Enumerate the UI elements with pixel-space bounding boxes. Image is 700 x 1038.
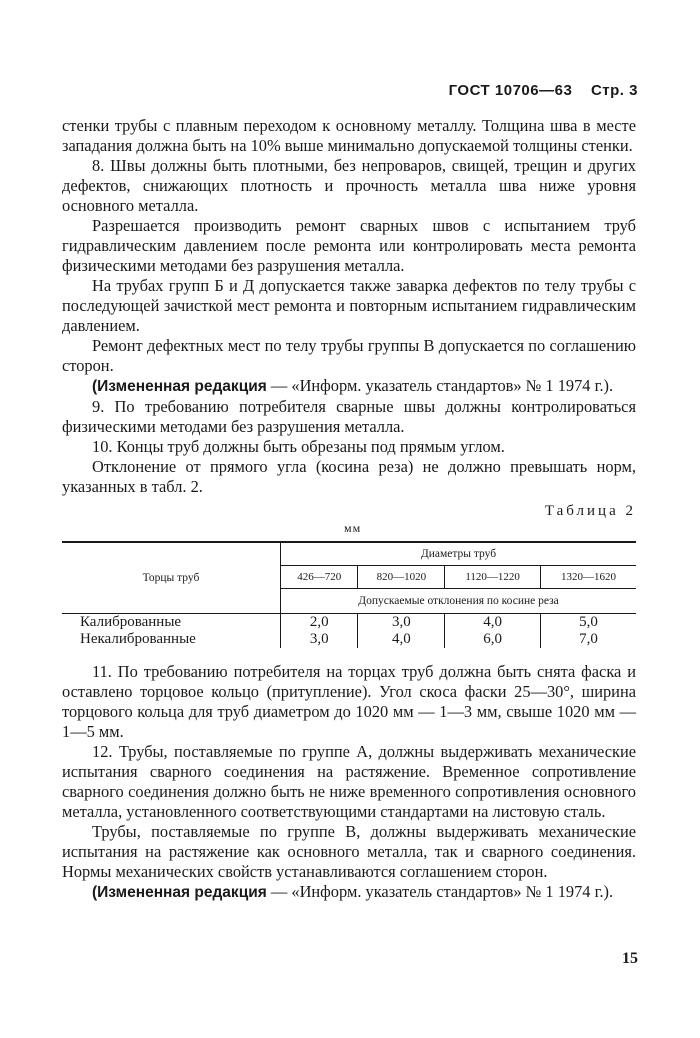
row-labels [62, 614, 281, 649]
page-label: Стр. 3 [590, 82, 638, 99]
value: 7,0 [579, 631, 598, 647]
paragraph-item-8: 8. Швы должны быть плотными, без непроваров, свищей, трещин и других дефектов, снижающих плотность и прочность металла шва ниже уровня основного металла. [62, 156, 636, 215]
tolerance-header: Допускаемые отклонения по косине реза [281, 589, 637, 614]
row-label-uncalibrated: Некалиброванные [80, 631, 196, 647]
amendment-note-2 [62, 882, 636, 903]
gost-number: ГОСТ 10706—63 [448, 82, 573, 99]
amendment-bold: (Измененная редакция [92, 378, 267, 395]
diameter-range: 426—720 [281, 566, 358, 589]
value-cell [540, 614, 636, 649]
diameter-range: 1120—1220 [445, 566, 541, 589]
value-cell [445, 614, 541, 649]
value: 3,0 [309, 631, 329, 647]
paragraph-deviation: Отклонение от прямого угла (косина реза) не должно превышать норм, указанных в табл. 2. [62, 457, 636, 496]
value: 4,0 [483, 614, 503, 630]
paragraph-item-11: 11. По требованию потребителя на торцах труб должна быть снята фаска и оставлено торцовое кольцо (притупление). Угол скоса фаски 25—30°, ширина торцового кольца для труб диаметром до 1020 мм — 1—3 мм, свыше 1020 мм — 1—5 мм. [62, 662, 636, 741]
column-header-ends: Торцы труб [62, 543, 281, 614]
diameter-header: Диаметры труб [281, 543, 637, 566]
paragraph-item-9: 9. По требованию потребителя сварные швы должны контролироваться физическими методами без разрушения металла. [62, 397, 636, 436]
amendment-bold: (Измененная редакция [92, 884, 267, 901]
page-number: 15 [622, 950, 638, 967]
value-cell [281, 614, 358, 649]
table-caption: Таблица 2 [544, 503, 636, 519]
amendment-rest: — «Информ. указатель стандартов» № 1 1974 г.). [266, 376, 614, 395]
page-header [435, 82, 638, 99]
paragraph-group-v-mechanical: Трубы, поставляемые по группе В, должны выдерживать механические испытания на растяжение как основного металла, так и сварного соединения. Нормы механических свойств устанавливаются соглашением сторон. [62, 822, 636, 881]
value: 3,0 [391, 614, 411, 630]
paragraph-continuation: стенки трубы с плавным переходом к основному металлу. Толщина шва в месте западания должна быть на 10% выше минимально допускаемой толщины стенки. [62, 116, 636, 155]
value: 5,0 [579, 614, 598, 630]
row-label-calibrated: Калиброванные [80, 614, 182, 630]
value: 6,0 [483, 631, 503, 647]
diameter-range: 820—1020 [358, 566, 445, 589]
table-units: мм [344, 521, 362, 535]
value: 4,0 [391, 631, 411, 647]
paragraph-groups-b-d: На трубах групп Б и Д допускается также заварка дефектов по телу трубы с последующей зачисткой мест ремонта и повторным испытанием гидравлическим давлением. [62, 276, 636, 335]
paragraph-item-12: 12. Трубы, поставляемые по группе А, должны выдерживать механические испытания сварного соединения на растяжение. Временное сопротивление сварного соединения должно быть не ниже временного сопротивления основного металла, установленного соответствующими стандартами на листовую сталь. [62, 742, 636, 821]
diameter-range: 1320—1620 [540, 566, 636, 589]
body-text [62, 116, 636, 903]
value: 2,0 [309, 614, 329, 630]
value-cell [358, 614, 445, 649]
amendment-note-1 [62, 376, 636, 397]
paragraph-group-v: Ремонт дефектных мест по телу трубы группы В допускается по соглашению сторон. [62, 336, 636, 375]
paragraph-repair-welds: Разрешается производить ремонт сварных швов с испытанием труб гидравлическим давлением после ремонта или контролировать места ремонта физическими методами без разрушения металла. [62, 216, 636, 275]
table-2 [62, 541, 636, 648]
amendment-rest: — «Информ. указатель стандартов» № 1 1974 г.). [266, 882, 614, 901]
paragraph-item-10: 10. Концы труб должны быть обрезаны под прямым углом. [92, 437, 505, 456]
